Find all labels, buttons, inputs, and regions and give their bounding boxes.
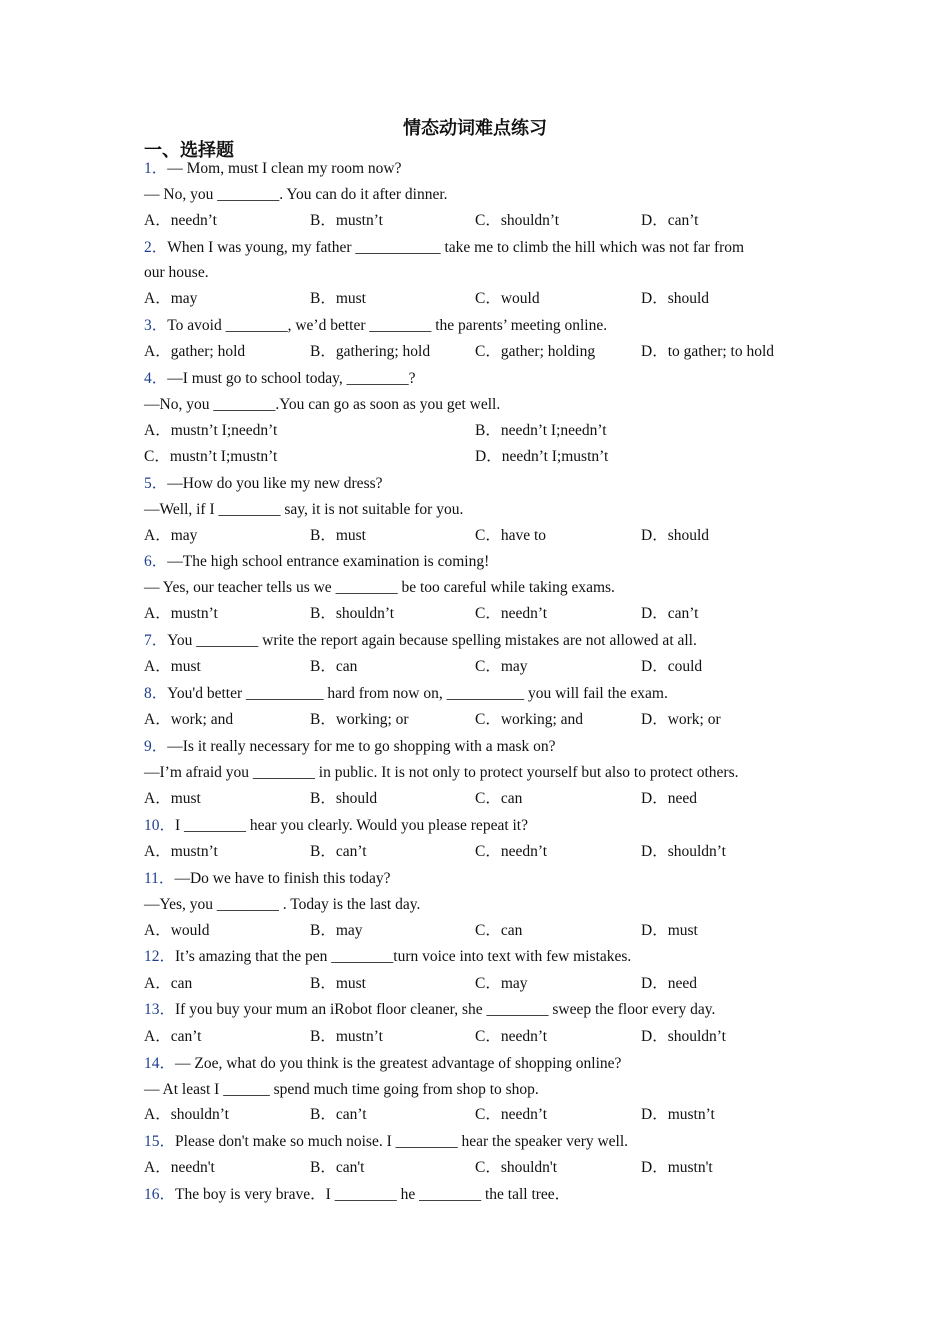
option-b[interactable]: B．can [310,658,358,675]
option-c[interactable]: C．mustn’t I;mustn’t [144,448,278,465]
option-c[interactable]: C．gather; holding [475,343,596,360]
option-a[interactable]: A．mustn’t [144,843,218,860]
option-b[interactable]: B．shouldn’t [310,605,395,622]
option-d[interactable]: D．should [641,290,710,307]
option-d[interactable]: D．should [641,527,710,544]
question-4 [144,369,416,389]
option-a[interactable]: A．can [144,975,193,992]
option-b[interactable]: B．may [310,922,363,939]
option-a[interactable]: A．may [144,290,198,307]
option-a[interactable]: A．can’t [144,1028,202,1045]
question-text: Please don't make so much noise. I ________ hear the speaker very well. [175,1133,629,1150]
option-a[interactable]: A．would [144,922,210,939]
question-number: 11． [144,870,175,887]
question-12 [144,947,631,967]
question-3 [144,316,607,336]
option-a[interactable]: A．needn’t [144,212,217,229]
option-a[interactable]: A．must [144,658,201,675]
option-b[interactable]: B．must [310,975,366,992]
question-text-line: — Yes, our teacher tells us we ________ be too careful while taking exams. [144,579,615,596]
options-row [144,921,844,941]
question-number: 2． [144,239,168,256]
option-b[interactable]: B．can’t [310,843,367,860]
question-text: —Is it really necessary for me to go shopping with a mask on? [167,738,556,755]
question-7 [144,631,697,651]
option-b[interactable]: B．must [310,527,366,544]
page-title: 情态动词难点练习 [403,118,547,138]
option-a[interactable]: A．may [144,527,198,544]
question-number: 16． [144,1186,176,1203]
option-a[interactable]: A．mustn’t I;needn’t [144,422,278,439]
option-d[interactable]: D．work; or [641,711,721,728]
option-c[interactable]: C．have to [475,527,547,544]
option-c[interactable]: C．working; and [475,711,584,728]
options-row [144,604,844,624]
question-number: 6． [144,553,168,570]
option-c[interactable]: C．needn’t [475,843,548,860]
question-text-line: — No, you ________. You can do it after dinner. [144,186,448,203]
option-d[interactable]: D．need [641,975,697,992]
question-text: —I must go to school today, ________? [167,370,416,387]
question-number: 7． [144,632,168,649]
question-number: 13． [144,1001,176,1018]
options-row [144,1105,844,1125]
question-text-line: our house. [144,264,209,281]
question-text: It’s amazing that the pen ________turn voice into text with few mistakes. [175,948,632,965]
question-text: To avoid ________, we’d better ________ the parents’ meeting online. [167,317,608,334]
question-number: 10． [144,817,176,834]
question-number: 9． [144,738,168,755]
option-b[interactable]: B．mustn’t [310,212,383,229]
option-d[interactable]: D．shouldn’t [641,1028,726,1045]
option-d[interactable]: D．need [641,790,697,807]
question-text-line: —Well, if I ________ say, it is not suitable for you. [144,501,464,518]
question-number: 12． [144,948,176,965]
question-number: 5． [144,475,168,492]
question-text: The boy is very brave．I ________ he ________ the tall tree． [175,1186,571,1203]
question-number: 3． [144,317,168,334]
options-row [144,710,844,730]
question-13 [144,1000,715,1020]
options-row [144,657,844,677]
question-number: 8． [144,685,168,702]
options-row [144,421,844,441]
question-text: If you buy your mum an iRobot floor cleaner, she ________ sweep the floor every day. [175,1001,716,1018]
option-c[interactable]: C．can [475,922,523,939]
question-10 [144,816,528,836]
question-text-line: —I’m afraid you ________ in public. It is not only to protect yourself but also to protect others. [144,764,739,781]
options-row [144,342,844,362]
option-d[interactable]: D．to gather; to hold [641,343,775,360]
options-row [144,789,844,809]
option-d[interactable]: D．must [641,922,698,939]
question-text: — Zoe, what do you think is the greatest advantage of shopping online? [175,1055,622,1072]
section-heading: 一、选择题 [144,140,234,160]
question-text-line: —Yes, you ________ . Today is the last day. [144,896,421,913]
options-row [144,842,844,862]
question-5 [144,474,383,494]
options-row [144,211,844,231]
question-1 [144,159,401,179]
option-c[interactable]: C．may [475,658,528,675]
option-b[interactable]: B．can’t [310,1106,367,1123]
question-number: 15． [144,1133,176,1150]
option-a[interactable]: A．work; and [144,711,234,728]
options-row [144,974,844,994]
question-16 [144,1185,570,1205]
option-d[interactable]: D．can’t [641,605,699,622]
option-a[interactable]: A．must [144,790,201,807]
question-9 [144,737,556,757]
question-text: I ________ hear you clearly. Would you please repeat it? [175,817,528,834]
option-b[interactable]: B．mustn’t [310,1028,383,1045]
question-text: —Do we have to finish this today? [174,870,391,887]
question-15 [144,1132,628,1152]
option-a[interactable]: A．shouldn’t [144,1106,229,1123]
option-c[interactable]: C．may [475,975,528,992]
options-row [144,447,844,467]
option-d[interactable]: D．mustn’t [641,1106,715,1123]
options-row [144,526,844,546]
question-number: 4． [144,370,168,387]
option-c[interactable]: C．would [475,290,540,307]
question-11 [144,869,391,889]
option-b[interactable]: B．gathering; hold [310,343,431,360]
option-a[interactable]: A．needn't [144,1159,215,1176]
option-a[interactable]: A．mustn’t [144,605,218,622]
option-c[interactable]: C．needn’t [475,605,548,622]
question-text: — Mom, must I clean my room now? [167,160,402,177]
question-14 [144,1054,621,1074]
question-number: 14． [144,1055,176,1072]
question-text: You ________ write the report again because spelling mistakes are not allowed at all. [167,632,697,649]
option-b[interactable]: B．needn’t I;needn’t [475,422,607,439]
option-d[interactable]: D．could [641,658,703,675]
option-c[interactable]: C．needn’t [475,1028,548,1045]
question-text: —How do you like my new dress? [167,475,383,492]
question-number: 1． [144,160,168,177]
option-b[interactable]: B．working; or [310,711,409,728]
option-b[interactable]: B．must [310,290,366,307]
option-b[interactable]: B．should [310,790,378,807]
options-row [144,1158,844,1178]
question-text-line: — At least I ______ spend much time going from shop to shop. [144,1081,539,1098]
options-row [144,1027,844,1047]
option-b[interactable]: B．can't [310,1159,365,1176]
option-c[interactable]: C．needn’t [475,1106,548,1123]
question-8 [144,684,668,704]
question-text-line: —No, you ________.You can go as soon as you get well. [144,396,501,413]
option-d[interactable]: D．can’t [641,212,699,229]
question-text: When I was young, my father ___________ take me to climb the hill which was not far from [167,239,745,256]
option-c[interactable]: C．shouldn't [475,1159,558,1176]
options-row [144,289,844,309]
option-c[interactable]: C．shouldn’t [475,212,560,229]
question-6 [144,552,489,572]
option-d[interactable]: D．needn’t I;mustn’t [475,448,609,465]
option-d[interactable]: D．mustn't [641,1159,713,1176]
question-2 [144,238,744,258]
option-a[interactable]: A．gather; hold [144,343,246,360]
option-c[interactable]: C．can [475,790,523,807]
question-text: —The high school entrance examination is coming! [167,553,490,570]
question-text: You'd better __________ hard from now on, __________ you will fail the exam. [167,685,668,702]
option-d[interactable]: D．shouldn’t [641,843,726,860]
